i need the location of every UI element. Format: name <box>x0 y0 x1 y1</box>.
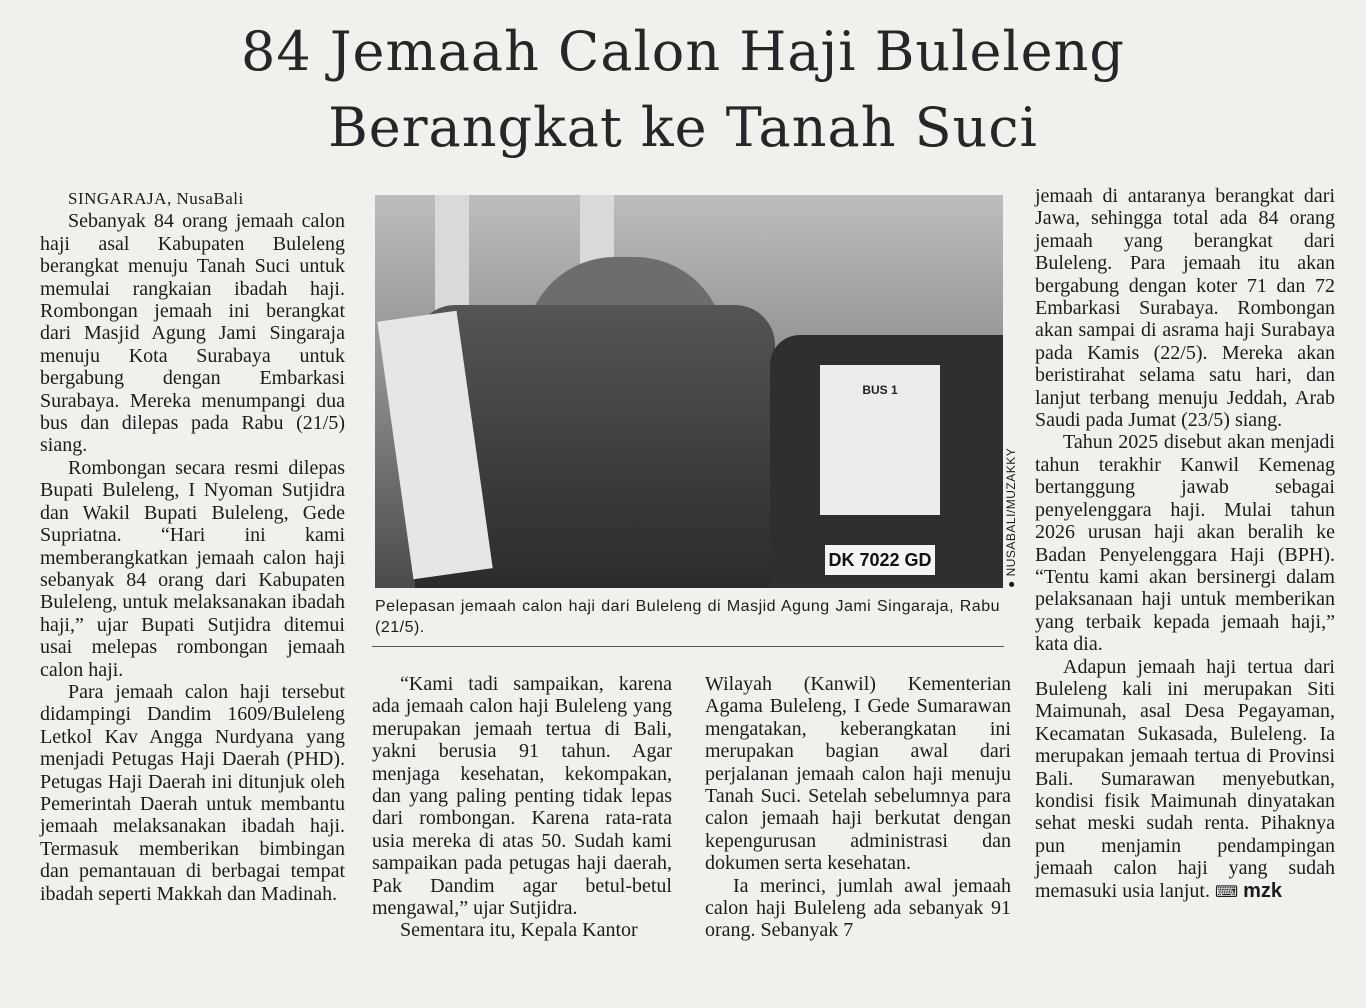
paragraph: Para jemaah calon haji tersebut didampingi Dandim 1609/Buleleng Letkol Kav Angga Nurdyana yang menjadi Petugas Haji Daerah (PHD). Petugas Haji Daerah ini ditunjuk oleh Pemerintah Daerah untuk membantu jemaah melaksanakan ibadah haji. Termasuk memberikan bimbingan dan pemantauan di berbagai tempat ibadah seperti Makkah dan Madinah. <box>40 680 345 905</box>
article-headline <box>0 14 1366 166</box>
headline-line-1: 84 Jemaah Calon Haji Buleleng <box>241 20 1125 83</box>
author-signoff <box>1215 880 1282 902</box>
paragraph: Sebanyak 84 orang jemaah calon haji asal Kabupaten Buleleng berangkat menuju Tanah Suci untuk memulai rangkaian ibadah haji. Rombongan jemaah ini berangkat dari Masjid Agung Jami Singaraja menuju Kota Surabaya untuk bergabung dengan Embarkasi Surabaya. Mereka menumpangi dua bus dan dilepas pada Rabu (21/5) siang. <box>40 210 345 457</box>
paragraph: Ia merinci, jumlah awal jemaah calon haji Buleleng ada sebanyak 91 orang. Sebanyak 7 <box>705 874 1011 942</box>
article-column-1 <box>40 188 345 905</box>
paragraph <box>1035 656 1335 903</box>
dateline: SINGARAJA, NusaBali <box>68 189 244 208</box>
paragraph: Wilayah (Kanwil) Kementerian Agama Buleleng, I Gede Sumarawan mengatakan, keberangkatan ini merupakan bagian awal dari perjalanan jemaah calon haji menuju Tanah Suci. Setelah sebelumnya para calon jemaah haji berkutat dengan kepengurusan administrasi dan dokumen serta kesehatan. <box>705 673 1011 875</box>
photo-credit: ● NUSABALI/MUZAKKY <box>1004 447 1018 588</box>
article-column-3 <box>705 673 1011 942</box>
photo-caption: Pelepasan jemaah calon haji dari Buleleng di Masjid Agung Jami Singaraja, Rabu (21/5). <box>375 598 1000 636</box>
divider <box>372 646 1004 647</box>
paragraph: Sementara itu, Kepala Kantor <box>400 919 638 942</box>
paragraph-text: Adapun jemaah haji tertua dari Buleleng kali ini merupakan Siti Maimunah, asal Desa Pegayaman, Kecamatan Sukasada, Buleleng. Ia merupakan jemaah tertua di Provinsi Bali. Sumarawan menyebutkan, kondisi fisik Maimunah dinyatakan sehat meski sudah renta. Pihaknya pun menjamin pendampingan jemaah calon haji yang sudah memasuki usia lanjut. <box>1035 655 1335 902</box>
headline-line-2: Berangkat ke Tanah Suci <box>328 96 1038 159</box>
bus-sign: BUS 1 <box>820 365 940 515</box>
paragraph: jemaah di antaranya berangkat dari Jawa, sehingga total ada 84 orang jemaah yang berangkat dari Buleleng. Para jemaah itu akan bergabung dengan koter 71 dan 72 Embarkasi Surabaya. Rombongan akan sampai di asrama haji Surabaya pada Kamis (22/5). Mereka akan beristirahat selama satu hari, dan lanjut terbang menuju Jeddah, Arab Saudi pada Jumat (23/5) siang. <box>1035 185 1335 432</box>
newspaper-icon: ⌨ <box>1214 881 1239 901</box>
article-column-2 <box>372 673 672 942</box>
author-code: mzk <box>1243 879 1282 902</box>
article-column-4 <box>1035 185 1335 903</box>
paragraph: Rombongan secara resmi dilepas Bupati Buleleng, I Nyoman Sutjidra dan Wakil Bupati Buleleng, Gede Supriatna. “Hari ini kami memberangkatkan jemaah calon haji sebanyak 84 orang dari Kabupaten Buleleng, untuk melaksanakan ibadah haji,” ujar Bupati Sutjidra ditemui usai melepas rombongan jemaah calon haji. <box>40 456 345 681</box>
license-plate: DK 7022 GD <box>825 545 935 575</box>
paragraph: Tahun 2025 disebut akan menjadi tahun terakhir Kanwil Kemenag bertanggung jawab sebagai penyelenggara haji. Mulai tahun 2026 urusan haji akan beralih ke Badan Penyelenggara Haji (BPH). “Tentu kami akan bersinergi dalam pelaksanaan haji untuk memberikan yang terbaik kepada jemaah haji,” kata dia. <box>1035 431 1335 656</box>
paragraph: “Kami tadi sampaikan, karena ada jemaah calon haji Buleleng yang merupakan jemaah tertua di Bali, yakni berusia 91 tahun. Agar menjaga kesehatan, kekompakan, dan yang paling penting tidak lepas dari rombongan. Karena rata-rata usia mereka di atas 50. Sudah kami sampaikan pada petugas haji daerah, Pak Dandim agar betul-betul mengawal,” ujar Sutjidra. <box>372 673 672 920</box>
news-photo <box>375 195 1003 588</box>
